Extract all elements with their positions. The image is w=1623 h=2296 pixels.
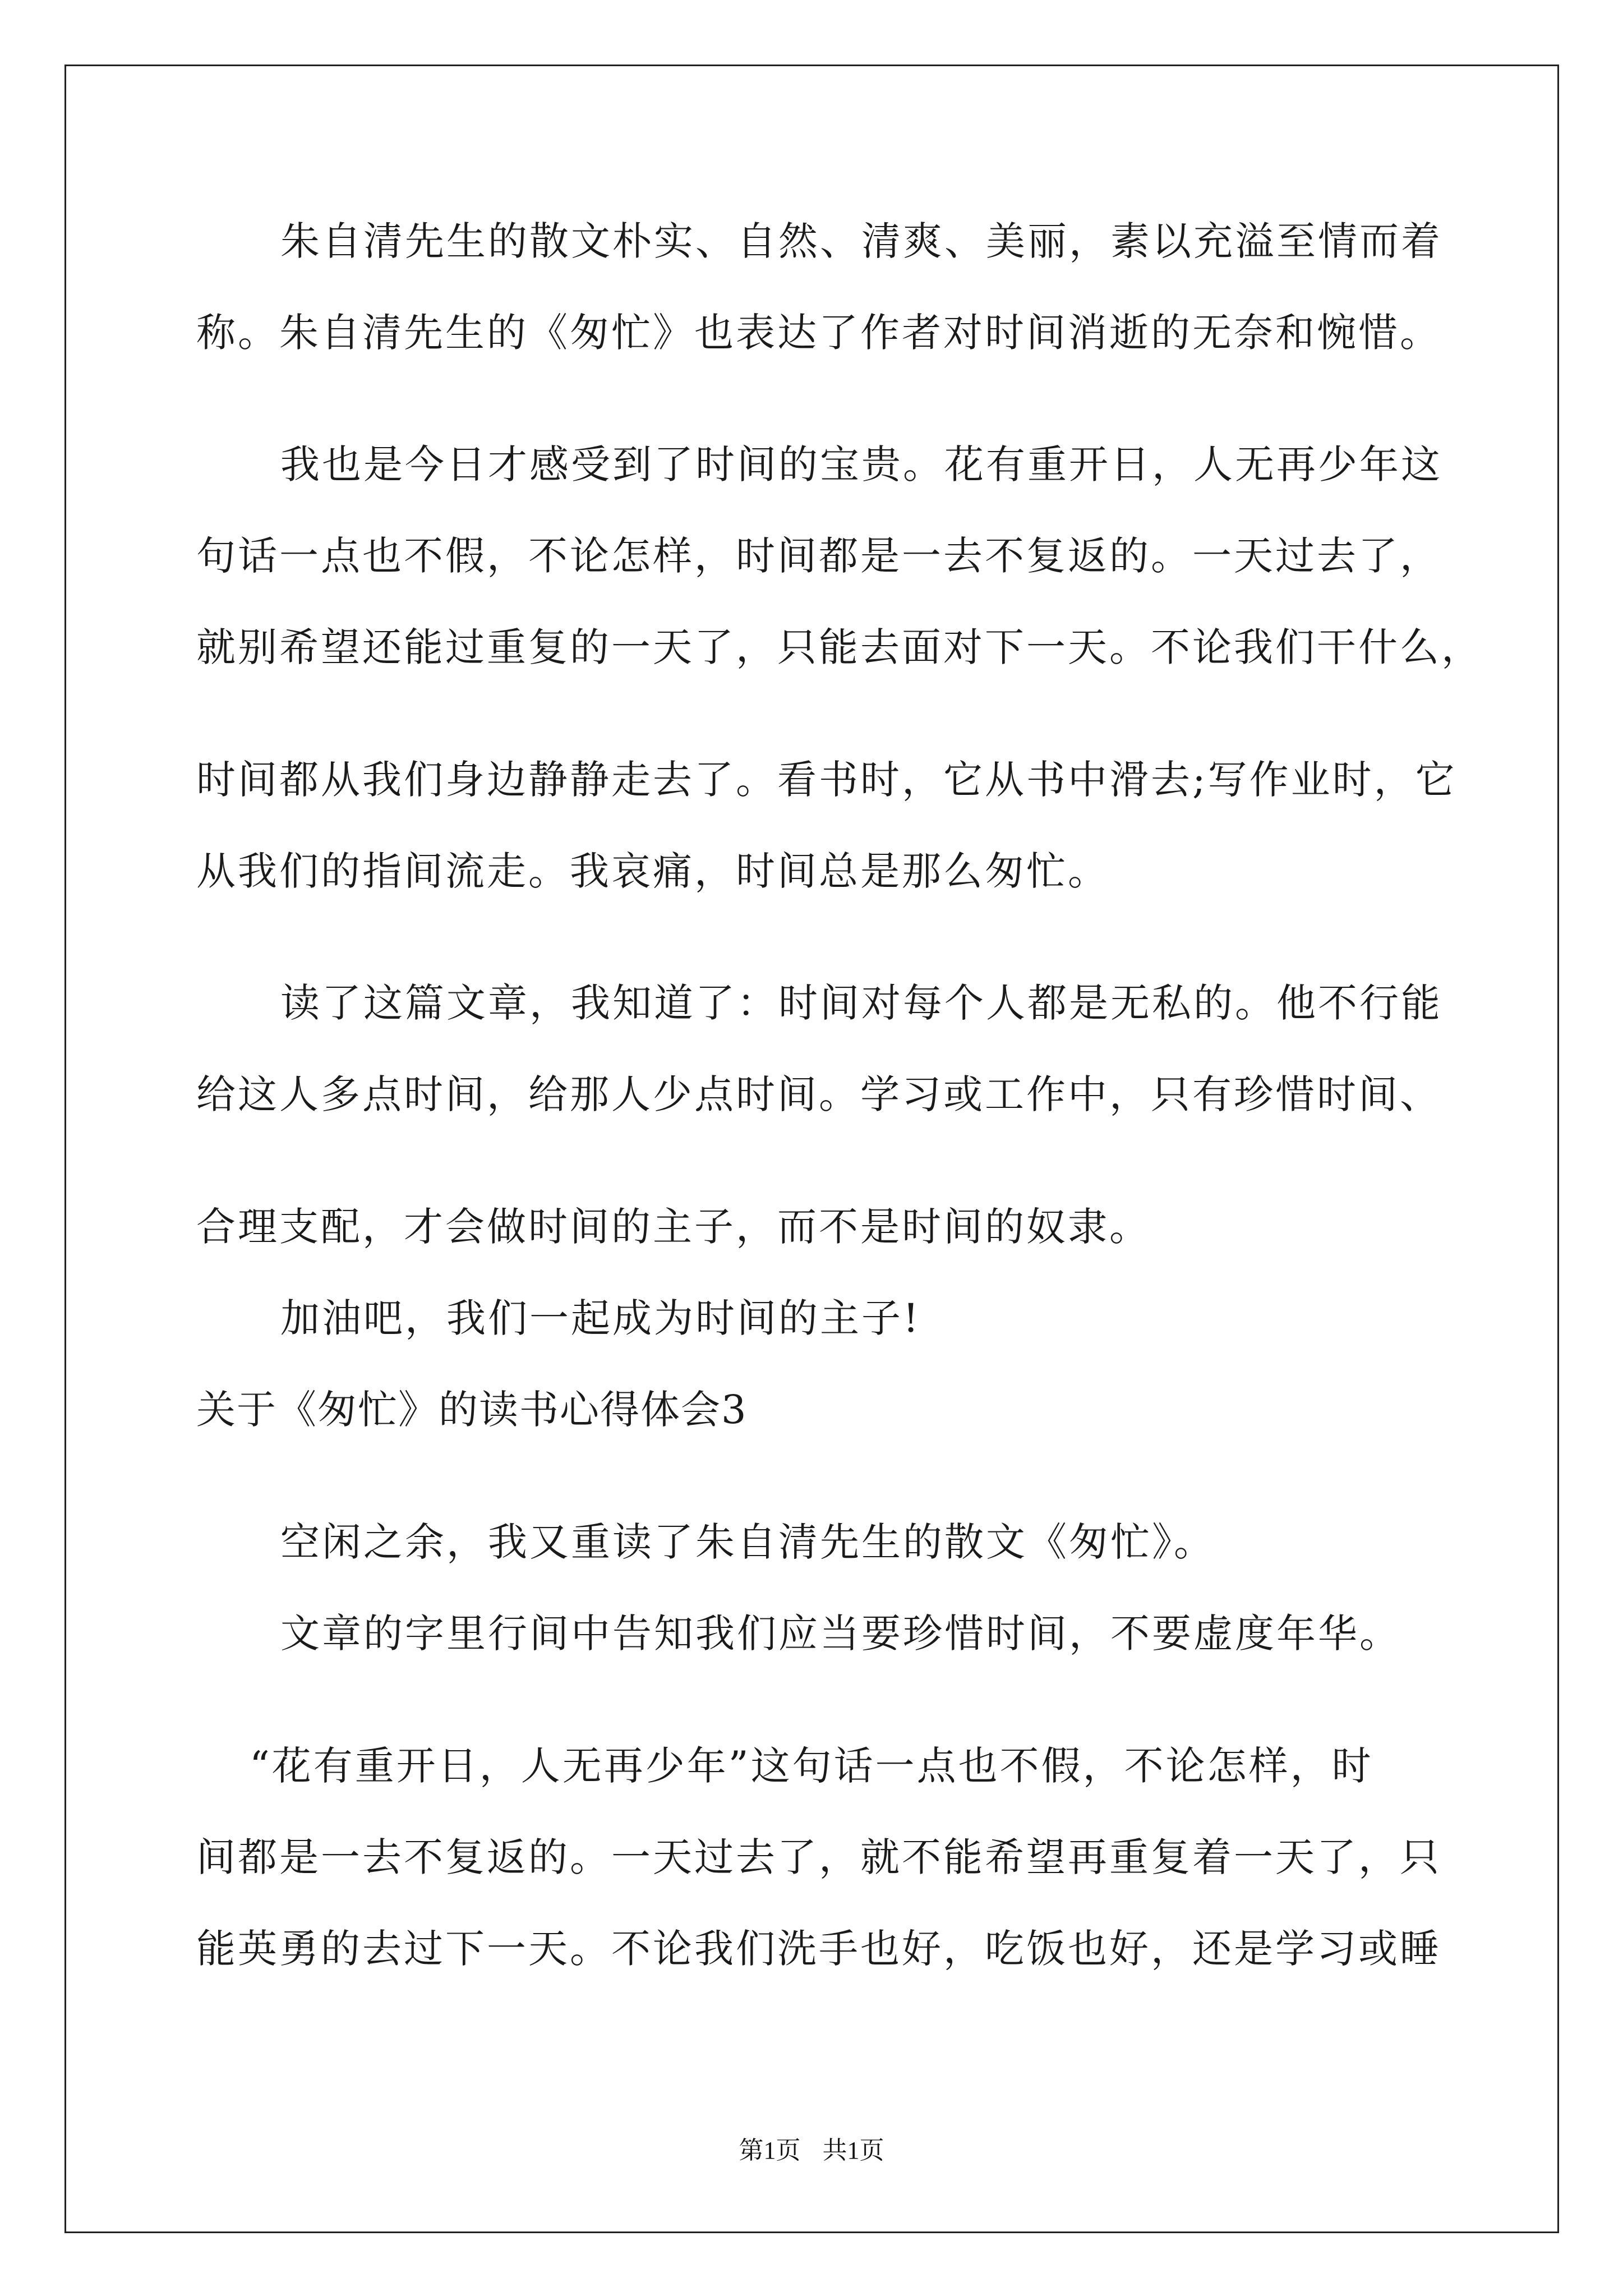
page-number: 第1页 [739, 2137, 801, 2164]
paragraph-line: 合理支配，才会做时间的主子，而不是时间的奴隶。 [196, 1204, 1151, 1250]
paragraph-line: 我也是今日才感受到了时间的宝贵。花有重开日，人无再少年这 [280, 441, 1442, 487]
paragraph-line: 给这人多点时间，给那人少点时间。学习或工作中，只有珍惜时间、 [196, 1071, 1441, 1117]
paragraph-line: 称。朱自清先生的《匆忙》也表达了作者对时间消逝的无奈和惋惜。 [196, 310, 1441, 356]
paragraph-line: 就别希望还能过重复的一天了，只能去面对下一天。不论我们干什么， [196, 624, 1483, 670]
paragraph-line: 加油吧，我们一起成为时间的主子! [280, 1295, 921, 1341]
page-border [64, 65, 1559, 2233]
paragraph-line: 时间都从我们身边静静走去了。看书时，它从书中滑去;写作业时，它 [196, 757, 1457, 803]
paragraph-line: 朱自清先生的散文朴实、自然、清爽、美丽，素以充溢至情而着 [280, 218, 1442, 264]
paragraph-line: 空闲之余，我又重读了朱自清先生的散文《匆忙》。 [280, 1519, 1215, 1565]
paragraph-line: 从我们的指间流走。我哀痛，时间总是那么匆忙。 [196, 848, 1109, 894]
paragraph-line: 文章的字里行间中告知我们应当要珍惜时间，不要虚度年华。 [280, 1611, 1401, 1657]
paragraph-line: 间都是一去不复返的。一天过去了，就不能希望再重复着一天了，只 [196, 1834, 1441, 1880]
paragraph-line: “花有重开日，人无再少年”这句话一点也不假，不论怎样，时 [250, 1743, 1373, 1789]
paragraph-line: 读了这篇文章，我知道了：时间对每个人都是无私的。他不行能 [280, 980, 1442, 1026]
page-footer [0, 2135, 1623, 2166]
paragraph-line: 能英勇的去过下一天。不论我们洗手也好，吃饭也好，还是学习或睡 [196, 1926, 1441, 1972]
paragraph-line: 句话一点也不假，不论怎样，时间都是一去不复返的。一天过去了， [196, 533, 1441, 579]
page-total: 共1页 [822, 2137, 884, 2164]
section-heading: 关于《匆忙》的读书心得体会3 [196, 1387, 748, 1433]
